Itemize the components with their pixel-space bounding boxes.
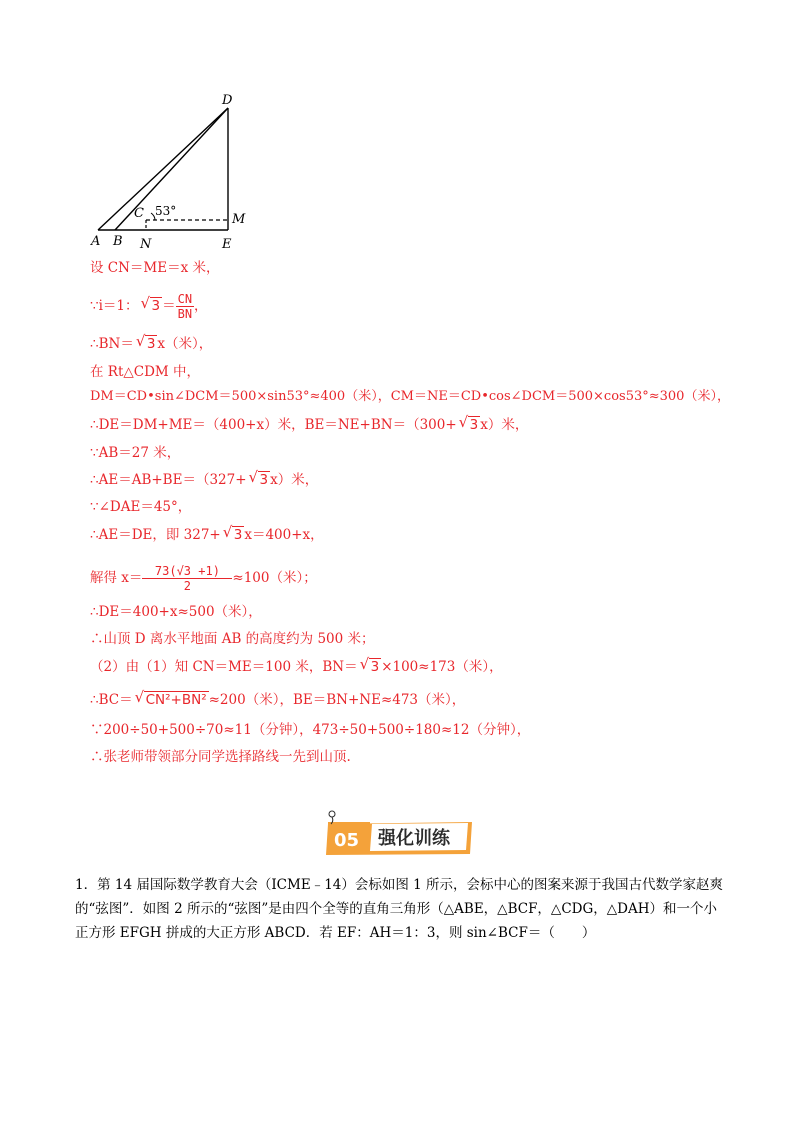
solution-line-2: ∵i＝1：√ 3 ＝ $\frac{CN}{BN}$ ， [90, 292, 208, 321]
label-M: M [232, 212, 246, 227]
solution-line-10: ∴AE＝DE，即 327+√ 3 x＝400+x， [90, 525, 324, 545]
solution-line-6: ∴DE＝DM+ME＝（400+x）米，BE＝NE+BN＝（300+√ 3 x）米， [90, 415, 528, 435]
solution-line-17: ∴张老师带领部分同学选择路线一先到山顶. [90, 749, 351, 765]
solution-line-12: ∴DE＝400+x≈500（米）， [90, 604, 262, 620]
geometry-figure [85, 90, 265, 255]
label-B: B [113, 234, 123, 249]
sqrt-symbol: √ 3 [459, 415, 481, 435]
solution-line-1: 设 CN＝ME＝x 米， [90, 260, 220, 276]
sqrt-symbol: √ 3 [223, 525, 245, 545]
sqrt-symbol: √ 3 [249, 470, 271, 490]
label-A: A [91, 234, 101, 249]
section-badge [322, 810, 474, 856]
solution-line-15: ∴BC＝√ CN²+BN² ≈200（米），BE＝BN+NE≈473（米）， [90, 690, 465, 710]
solution-line-8: ∴AE＝AB+BE＝（327+√ 3 x）米， [90, 470, 318, 490]
solution-line-13: ∴山顶 D 离水平地面 AB 的高度约为 500 米； [90, 631, 375, 647]
section-number: 05 [334, 830, 360, 851]
solution-line-5: DM＝CD•sin∠DCM＝500×sin53°≈400（米），CM＝NE＝CD•cos∠DCM＝500×cos53°≈300（米）， [90, 389, 730, 404]
solution-line-14: （2）由（1）知 CN＝ME＝100 米，BN＝√ 3 ×100≈173（米）， [90, 657, 503, 677]
solution-line-11: 解得 x＝ $\frac{73(√3 +1)}{2}$ ≈100（米）； [90, 564, 317, 593]
solution-line-3: ∴BN＝√ 3 x（米）， [90, 334, 212, 354]
label-D: D [222, 93, 233, 108]
solution-line-4: 在 Rt△CDM 中， [90, 364, 201, 380]
solution-line-16: ∵200÷50+500÷70≈11（分钟），473÷50+500÷180≈12（分钟）， [90, 722, 531, 738]
label-C: C [134, 206, 144, 221]
sqrt-symbol: √ CN²+BN² [135, 690, 209, 710]
fraction-solution: $\frac{73(√3 +1)}{2}$ [142, 564, 232, 593]
label-N: N [140, 237, 152, 252]
label-angle: 53° [155, 204, 177, 218]
solution-line-9: ∵∠DAE＝45°， [90, 499, 192, 515]
sqrt-symbol: √ 3 [141, 296, 163, 316]
solution-line-7: ∵AB＝27 米， [90, 445, 181, 461]
fraction-cn-bn: $\frac{CN}{BN}$ [177, 292, 193, 321]
question-1: 1．第 14 届国际数学教育大会（ICME﹣14）会标如图 1 所示，会标中心的图案来源于我国古代数学家赵爽的“弦图”．如图 2 所示的“弦图”是由四个全等的直角三角形（△ABE，△BCF，△CDG，△DAH）和一个小正方形 EFGH 拼成的大正方形 ABCD．若 EF：AH＝1：3，则 sin∠BCF＝（ ） [75, 877, 724, 941]
sqrt-symbol: √ 3 [360, 657, 382, 677]
sqrt-symbol: √ 3 [136, 334, 158, 354]
label-E: E [222, 237, 232, 252]
section-title: 强化训练 [378, 828, 450, 849]
